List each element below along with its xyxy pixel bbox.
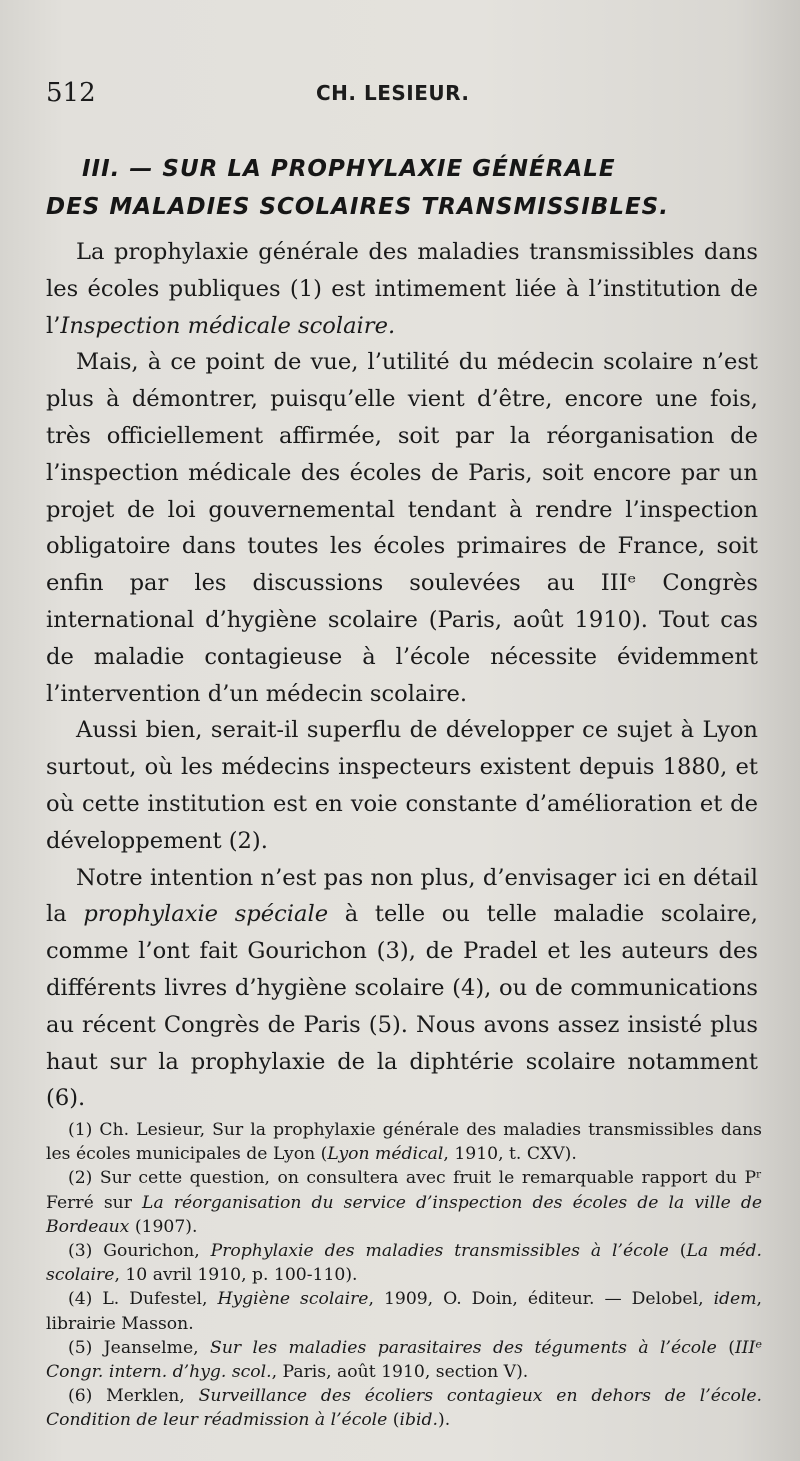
paragraph-4-text: Notre intention n’est pas non plus, d’envisager ici en détail la bbox=[46, 864, 758, 928]
paragraph-1 bbox=[46, 234, 758, 344]
footnote-6-italic-2: ibid. bbox=[399, 1410, 438, 1431]
footnote-6 bbox=[46, 1384, 762, 1432]
footnote-5-mid: ( bbox=[716, 1337, 735, 1358]
paragraph-1-italic: Inspection médicale scolaire. bbox=[60, 312, 396, 339]
footnote-3-mid: ( bbox=[668, 1241, 687, 1262]
page-number: 512 bbox=[46, 78, 96, 108]
footnote-1-tail: , 1910, t. CXV). bbox=[443, 1144, 577, 1165]
footnote-2-text: (2) Sur cette question, on consultera avec fruit le remarquable rapport du Pʳ Ferré sur bbox=[46, 1168, 762, 1213]
footnote-2-tail: (1907). bbox=[129, 1216, 198, 1237]
paragraph-4 bbox=[46, 860, 758, 1118]
footnote-1 bbox=[46, 1118, 762, 1166]
body-text bbox=[46, 234, 758, 1117]
footnote-3-italic-2: La méd. scolaire bbox=[46, 1241, 762, 1286]
section-title-line-1: III. — SUR LA PROPHYLAXIE GÉNÉRALE bbox=[82, 156, 616, 182]
footnote-6-mid: ( bbox=[387, 1410, 400, 1431]
footnote-4-italic-2: idem bbox=[713, 1289, 757, 1310]
footnote-6-text: (6) Merklen, bbox=[68, 1386, 199, 1407]
footnote-2-italic: La réorganisation du service d’inspection des écoles de la ville de Bordeaux bbox=[46, 1192, 762, 1237]
footnote-5-italic-2: IIIᵉ Congr. intern. d’hyg. scol. bbox=[46, 1337, 762, 1383]
footnote-3 bbox=[46, 1239, 762, 1287]
paragraph-4-italic: prophylaxie spéciale bbox=[83, 901, 329, 928]
footnotes bbox=[46, 1118, 762, 1433]
paragraph-2: Mais, à ce point de vue, l’utilité du médecin scolaire n’est plus à démontrer, puisqu’elle vient d’être, encore une fois, très officiellement affirmée, soit par la réorganisation de l’inspection médicale des écoles de Paris, soit encore par un projet de loi gouvernemental tendant à rendre l’inspection obligatoire dans toutes les écoles primaires de France, soit enfin par les discussions soulevées au IIIᵉ Congrès international d’hygiène scolaire (Paris, août 1910). Tout cas de maladie contagieuse à l’école nécessite évidemment l’intervention d’un médecin scolaire. bbox=[46, 349, 758, 707]
paragraph-4-tail: à telle ou telle maladie scolaire, comme l’ont fait Gourichon (3), de Pradel et les auteurs des différents livres d’hygiène scolaire (4), ou de communications au récent Congrès de Paris (5). Nous avons assez insisté plus haut sur la prophylaxie de la diphtérie scolaire notamment (6). bbox=[46, 901, 758, 1112]
section-title-line-2: DES MALADIES SCOLAIRES TRANSMISSIBLES. bbox=[46, 194, 669, 220]
footnote-4-tail: , librairie Masson. bbox=[46, 1289, 762, 1334]
footnote-3-tail: , 10 avril 1910, p. 100-110). bbox=[114, 1265, 358, 1286]
footnote-3-italic: Prophylaxie des maladies transmissibles à l’école bbox=[210, 1241, 669, 1262]
paragraph-3: Aussi bien, serait-il superflu de développer ce sujet à Lyon surtout, où les médecins inspecteurs existent depuis 1880, et où cette institution est en voie constante d’amélioration et de développement (2). bbox=[46, 717, 758, 854]
section-title bbox=[46, 150, 756, 226]
footnote-4-text: (4) L. Dufestel, bbox=[68, 1289, 218, 1310]
footnote-5-tail: , Paris, août 1910, section V). bbox=[271, 1362, 529, 1383]
footnote-4-italic: Hygiène scolaire bbox=[217, 1289, 369, 1310]
paragraph-1-text: La prophylaxie générale des maladies transmissibles dans les écoles publiques (1) est intimement liée à l’institution de l’ bbox=[46, 239, 758, 339]
footnote-1-text: (1) Ch. Lesieur, Sur la prophylaxie générale des maladies transmissibles dans les écoles municipales de Lyon ( bbox=[46, 1120, 762, 1165]
footnote-5-italic: Sur les maladies parasitaires des téguments à l’école bbox=[210, 1337, 717, 1358]
footnote-1-italic: Lyon médical bbox=[327, 1144, 444, 1165]
footnote-6-italic: Surveillance des écoliers contagieux en dehors de l’école. Condition de leur réadmission à l’école bbox=[46, 1386, 762, 1431]
running-header bbox=[46, 78, 756, 114]
running-author: CH. LESIEUR. bbox=[316, 81, 470, 105]
footnote-2 bbox=[46, 1166, 762, 1239]
footnote-3-text: (3) Gourichon, bbox=[68, 1241, 211, 1262]
footnote-4-mid: , 1909, O. Doin, éditeur. — Delobel, bbox=[368, 1289, 714, 1310]
footnote-4 bbox=[46, 1287, 762, 1335]
footnote-5-text: (5) Jeanselme, bbox=[68, 1337, 211, 1358]
footnote-6-tail: ). bbox=[437, 1410, 451, 1431]
footnote-5 bbox=[46, 1336, 762, 1384]
